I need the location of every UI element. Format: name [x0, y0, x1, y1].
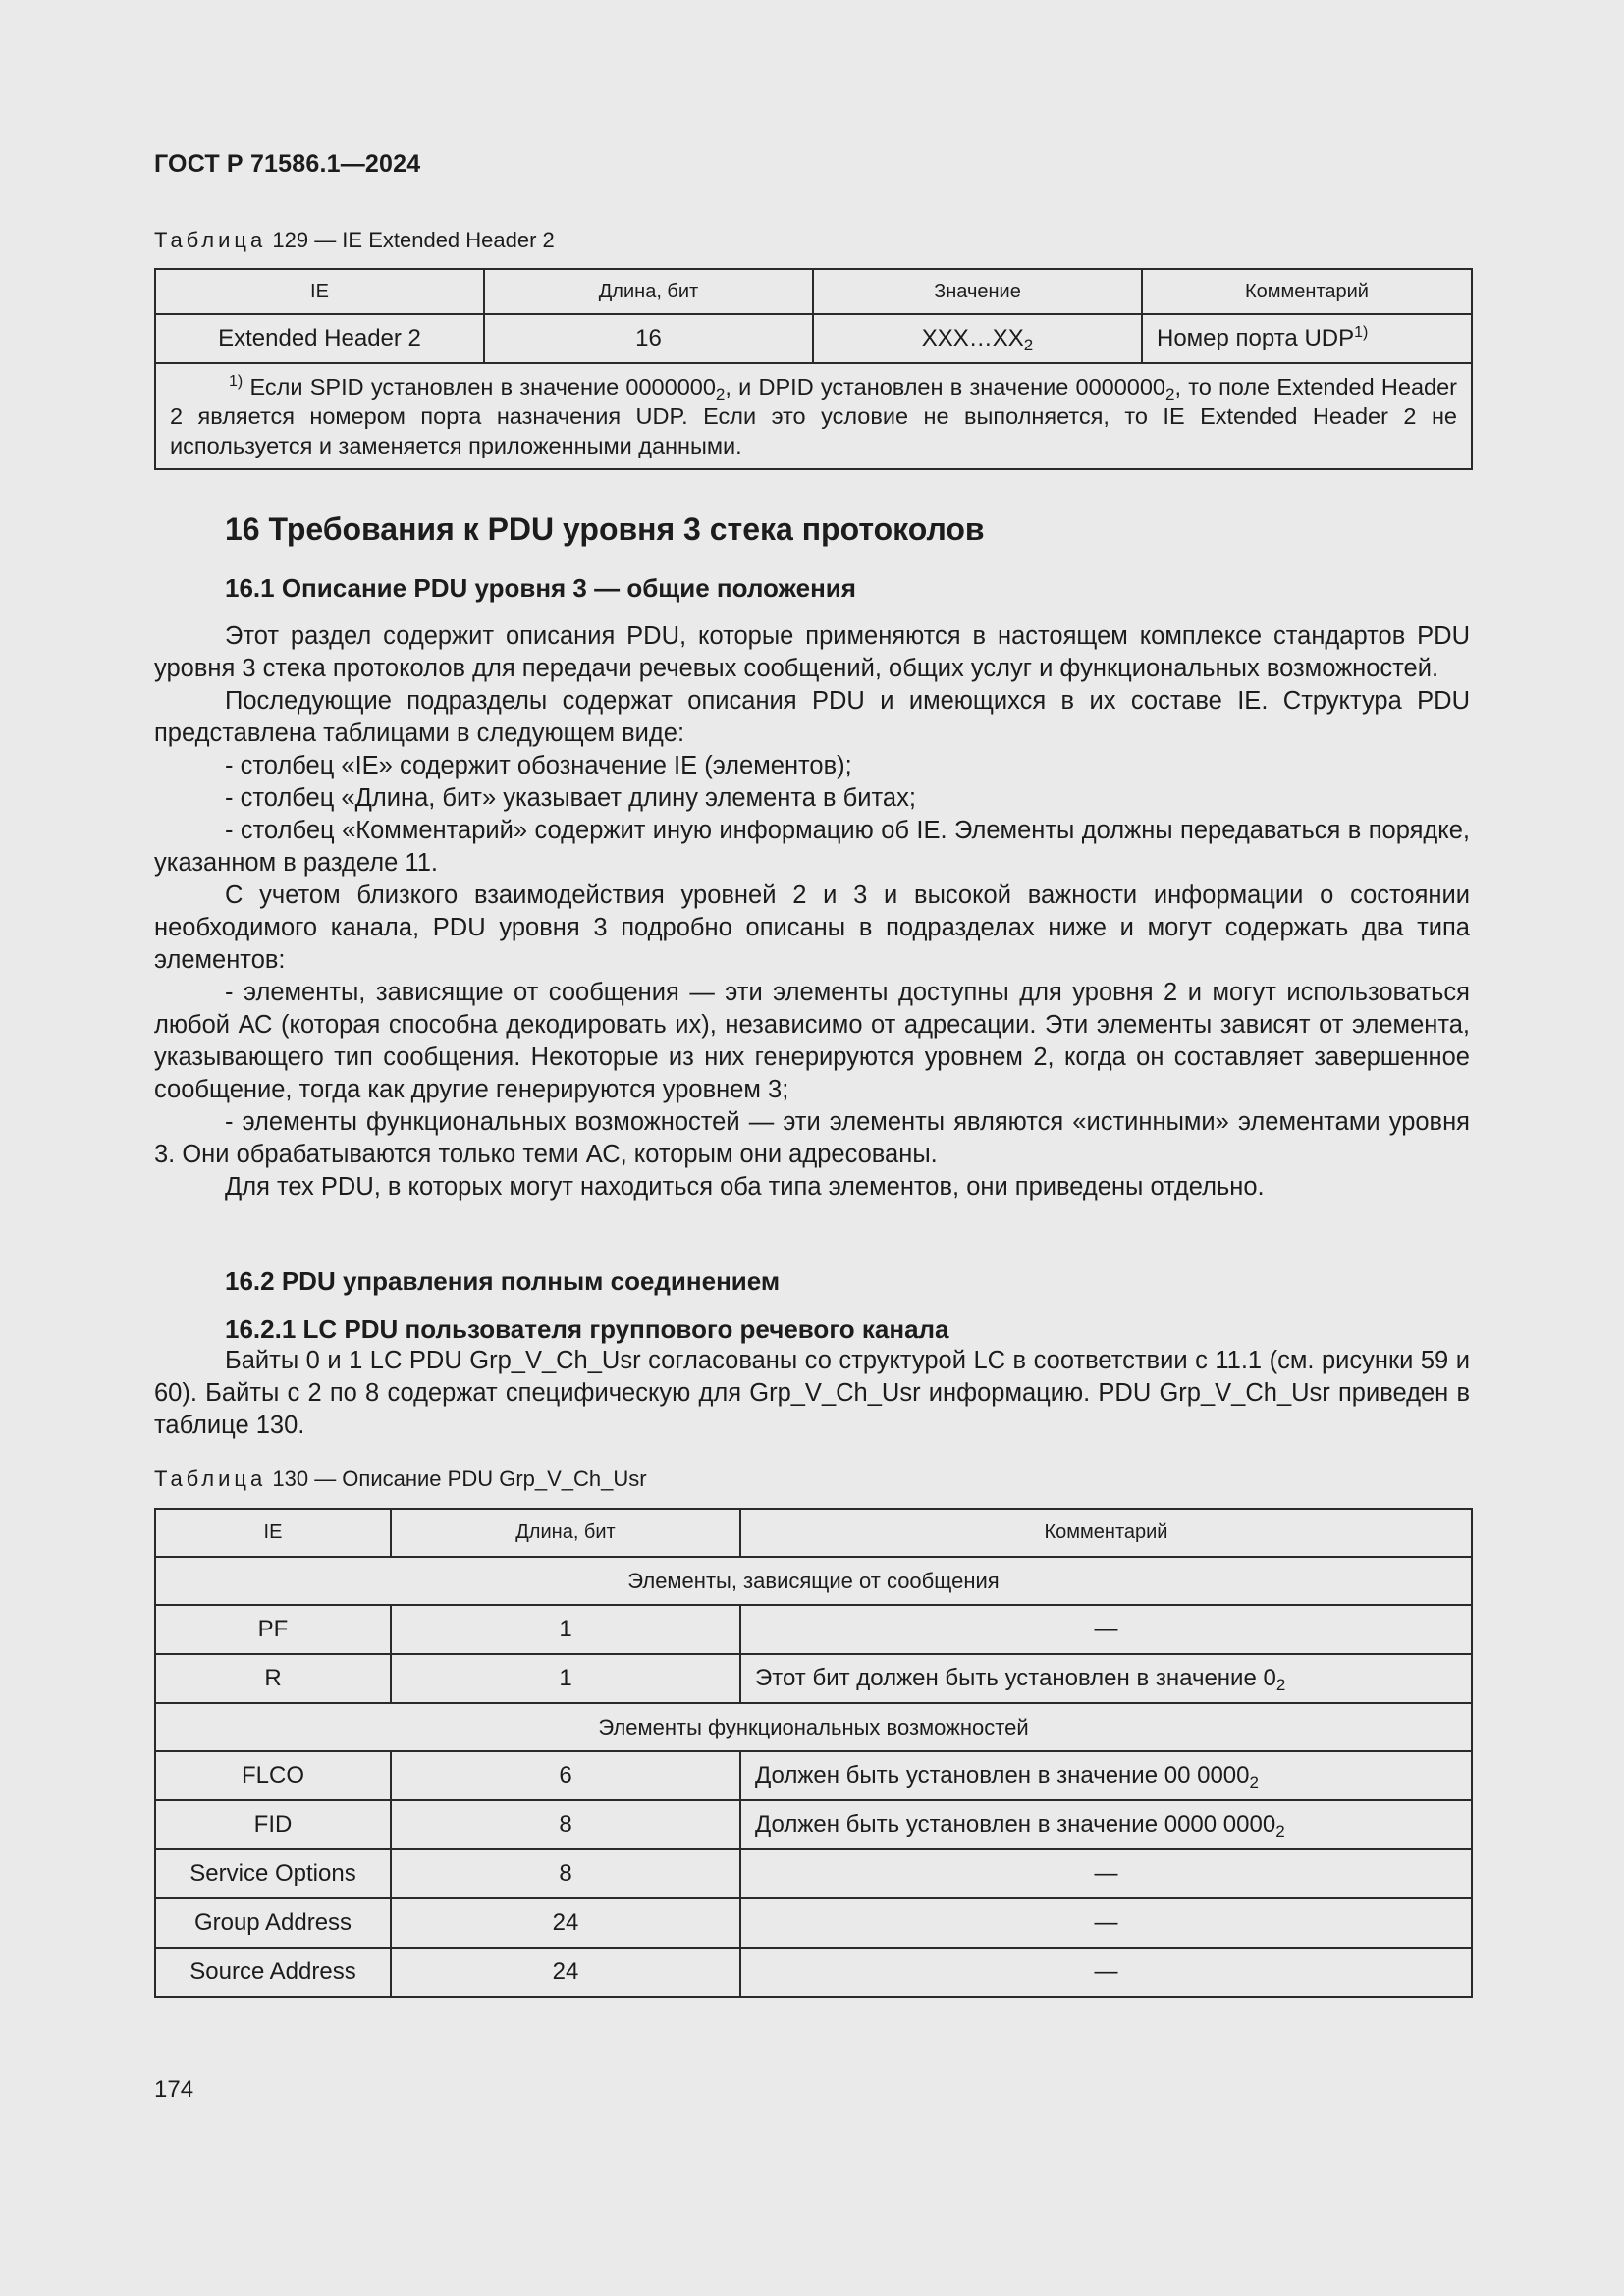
- cell-length: 1: [391, 1605, 740, 1654]
- cell-ie: R: [155, 1654, 391, 1703]
- cell-comment: [740, 1800, 1472, 1849]
- cell-comment: [1142, 314, 1472, 363]
- paragraph: Байты 0 и 1 LC PDU Grp_V_Ch_Usr согласованы со структурой LC в соответствии с 11.1 (см. рисунки 59 и 60). Байты с 2 по 8 содержат специфическую для Grp_V_Ch_Usr информацию. PDU Grp_V_Ch_Usr приведен в таблице 130.: [154, 1347, 1470, 1439]
- value-subscript: 2: [1023, 336, 1034, 354]
- table-caption-text: 129 — IE Extended Header 2: [266, 228, 555, 252]
- cell-ie: FID: [155, 1800, 391, 1849]
- cell-comment: [740, 1654, 1472, 1703]
- group-header: Элементы, зависящие от сообщения: [155, 1557, 1472, 1605]
- footnote-subscript: 2: [715, 385, 726, 403]
- section-16-heading: 16 Требования к PDU уровня 3 стека протоколов: [225, 511, 985, 547]
- section-16-1-body: [154, 620, 1470, 1203]
- table-130-caption: [154, 1467, 647, 1492]
- table-caption-prefix: Таблица: [154, 228, 267, 252]
- table-caption-text: 130 — Описание PDU Grp_V_Ch_Usr: [266, 1467, 647, 1491]
- footnote-text: , и DPID установлен в значение 0000000: [725, 374, 1165, 400]
- list-item: - элементы функциональных возможностей — эти элементы являются «истинными» элементами уровня 3. Они обрабатываются только теми АС, которым они адресованы.: [154, 1108, 1470, 1168]
- cell-ie: Service Options: [155, 1849, 391, 1898]
- section-16-2-1-body: [154, 1345, 1470, 1442]
- column-header: Значение: [813, 269, 1142, 314]
- comment-subscript: 2: [1275, 1676, 1286, 1694]
- paragraph: Этот раздел содержит описания PDU, которые применяются в настоящем комплексе стандартов PDU уровня 3 стека протоколов для передачи речевых сообщений, общих услуг и функциональных возможностей.: [154, 622, 1470, 682]
- cell-length: 16: [484, 314, 813, 363]
- cell-comment: —: [740, 1898, 1472, 1948]
- footnote-mark: 1): [229, 373, 244, 390]
- cell-length: 24: [391, 1948, 740, 1997]
- column-header: IE: [155, 1509, 391, 1557]
- list-item: - столбец «IE» содержит обозначение IE (элементов);: [225, 752, 852, 779]
- cell-length: 24: [391, 1898, 740, 1948]
- list-item: - столбец «Комментарий» содержит иную информацию об IE. Элементы должны передаваться в порядке, указанном в разделе 11.: [154, 817, 1470, 877]
- cell-comment: —: [740, 1849, 1472, 1898]
- cell-length: 8: [391, 1849, 740, 1898]
- list-item: - элементы, зависящие от сообщения — эти элементы доступны для уровня 2 и могут использоваться любой АС (которая способна декодировать их), независимо от адресации. Эти элементы зависят от элемента, указывающего тип сообщения. Некоторые из них генерируются уровнем 2, когда он составляет завершенное сообщение, тогда как другие генерируются уровнем 3;: [154, 979, 1470, 1103]
- table-129-caption: [154, 228, 555, 253]
- cell-comment: —: [740, 1948, 1472, 1997]
- cell-length: 8: [391, 1800, 740, 1849]
- table-footnote: [155, 363, 1472, 469]
- cell-ie: PF: [155, 1605, 391, 1654]
- cell-ie: Source Address: [155, 1948, 391, 1997]
- cell-ie: Extended Header 2: [155, 314, 484, 363]
- table-caption-prefix: Таблица: [154, 1467, 267, 1491]
- section-16-2-1-heading: 16.2.1 LC PDU пользователя группового речевого канала: [225, 1314, 949, 1344]
- standard-code: ГОСТ Р 71586.1—2024: [154, 150, 421, 178]
- cell-comment: —: [740, 1605, 1472, 1654]
- cell-value: [813, 314, 1142, 363]
- column-header: IE: [155, 269, 484, 314]
- column-header: Комментарий: [1142, 269, 1472, 314]
- cell-ie: Group Address: [155, 1898, 391, 1948]
- cell-length: 6: [391, 1751, 740, 1800]
- paragraph: С учетом близкого взаимодействия уровней 2 и 3 и высокой важности информации о состоянии необходимого канала, PDU уровня 3 подробно описаны в подразделах ниже и могут содержать два типа элементов:: [154, 881, 1470, 974]
- page-number: 174: [154, 2076, 194, 2103]
- cell-length: 1: [391, 1654, 740, 1703]
- footnote-subscript: 2: [1165, 385, 1175, 403]
- cell-ie: FLCO: [155, 1751, 391, 1800]
- table-row: [155, 1800, 1472, 1849]
- table-row: [155, 1654, 1472, 1703]
- footnote-text: Если SPID установлен в значение 0000000: [243, 374, 716, 400]
- footnote-ref: 1): [1354, 324, 1369, 341]
- comment-text: Номер порта UDP: [1157, 325, 1355, 351]
- paragraph: Последующие подразделы содержат описания PDU и имеющихся в их составе IE. Структура PDU представлена таблицами в следующем виде:: [154, 687, 1470, 747]
- section-16-2-heading: 16.2 PDU управления полным соединением: [225, 1266, 781, 1296]
- table-row: [155, 1849, 1472, 1898]
- comment-text: Этот бит должен быть установлен в значение 0: [755, 1665, 1276, 1691]
- footnote-text: , то поле Extended Header 2 является номером порта назначения UDP. Если это условие не выполняется, то IE Extended Header 2 не используется и заменяется приложенными данными.: [170, 374, 1458, 458]
- value-text: XXX…XX: [921, 325, 1024, 351]
- comment-subscript: 2: [1275, 1822, 1285, 1841]
- cell-comment: [740, 1751, 1472, 1800]
- column-header: Длина, бит: [484, 269, 813, 314]
- table-row: [155, 1605, 1472, 1654]
- section-16-1-heading: 16.1 Описание PDU уровня 3 — общие положения: [225, 573, 856, 603]
- comment-text: Должен быть установлен в значение 00 0000: [755, 1762, 1250, 1789]
- group-header: Элементы функциональных возможностей: [155, 1703, 1472, 1751]
- paragraph: Для тех PDU, в которых могут находиться оба типа элементов, они приведены отдельно.: [225, 1173, 1265, 1201]
- table-row: [155, 1948, 1472, 1997]
- comment-subscript: 2: [1249, 1773, 1259, 1791]
- table-129: [154, 268, 1473, 470]
- comment-text: Должен быть установлен в значение 0000 0000: [755, 1811, 1276, 1838]
- list-item: - столбец «Длина, бит» указывает длину элемента в битах;: [225, 784, 916, 812]
- table-130: [154, 1508, 1473, 1998]
- table-row: [155, 1751, 1472, 1800]
- table-row: [155, 1898, 1472, 1948]
- column-header: Комментарий: [740, 1509, 1472, 1557]
- column-header: Длина, бит: [391, 1509, 740, 1557]
